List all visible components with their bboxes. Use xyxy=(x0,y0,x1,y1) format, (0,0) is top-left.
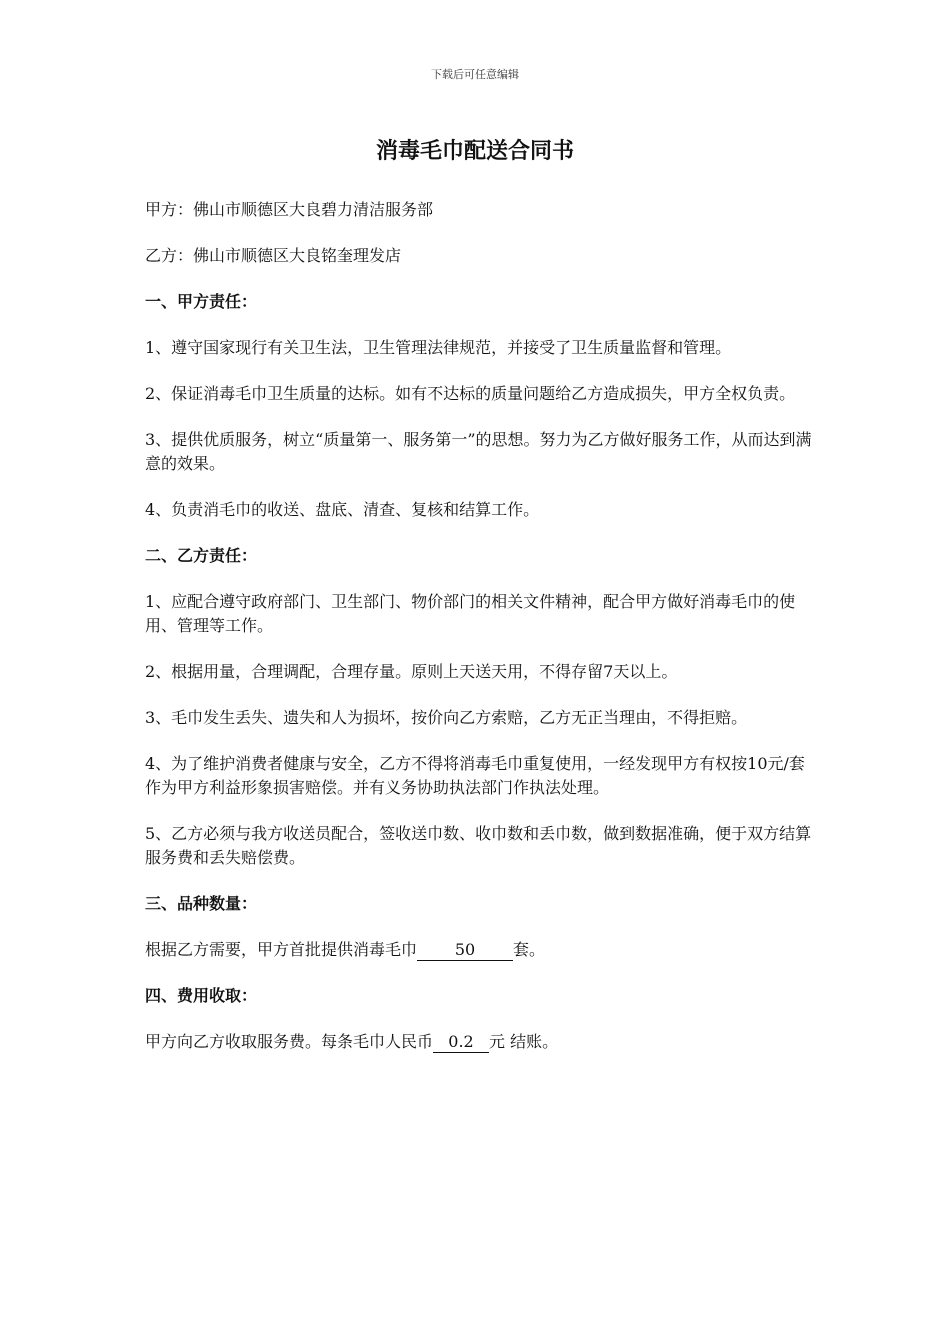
section1-heading: 一、甲方责任： xyxy=(145,292,258,311)
header-note: 下载后可任意编辑 xyxy=(431,68,519,81)
party-b: 乙方：佛山市顺德区大良铭奎理发店 xyxy=(145,246,402,265)
section2-item-1: 1、应配合遵守政府部门、卫生部门、物价部门的相关文件精神，配合甲方做好消毒毛巾的使用、管理等工作。 xyxy=(145,592,796,635)
section1-item-1: 1、遵守国家现行有关卫生法，卫生管理法律规范，并接受了卫生质量监督和管理。 xyxy=(145,338,732,357)
document-title: 消毒毛巾配送合同书 xyxy=(375,139,574,164)
quantity-blank: 50 xyxy=(417,940,513,961)
section4-heading: 四、费用收取： xyxy=(145,986,258,1005)
section4-text-before: 甲方向乙方收取服务费。每条毛巾人民币 xyxy=(145,1032,434,1051)
section4-text xyxy=(145,1030,817,1054)
section1-item-4: 4、负责消毛巾的收送、盘底、清查、复核和结算工作。 xyxy=(145,500,540,519)
party-a: 甲方：佛山市顺德区大良碧力清洁服务部 xyxy=(145,200,434,219)
document-body xyxy=(145,198,817,1076)
section3-text-after: 套。 xyxy=(513,940,546,959)
section2-heading: 二、乙方责任： xyxy=(145,546,258,565)
section3-text xyxy=(145,938,817,962)
section2-item-5: 5、乙方必须与我方收送员配合，签收送巾数、收巾数和丢巾数，做到数据准确，便于双方结算服务费和丢失赔偿费。 xyxy=(145,824,812,867)
section3-heading: 三、品种数量： xyxy=(145,894,258,913)
section3-text-before: 根据乙方需要，甲方首批提供消毒毛巾 xyxy=(145,940,418,959)
section1-item-3: 3、提供优质服务，树立“质量第一、服务第一”的思想。努力为乙方做好服务工作，从而达到满意的效果。 xyxy=(145,430,812,473)
section1-item-2: 2、保证消毒毛巾卫生质量的达标。如有不达标的质量问题给乙方造成损失，甲方全权负责。 xyxy=(145,384,796,403)
section2-item-2: 2、根据用量，合理调配，合理存量。原则上天送天用，不得存留7天以上。 xyxy=(145,662,678,681)
section2-item-3: 3、毛巾发生丢失、遗失和人为损坏，按价向乙方索赔，乙方无正当理由，不得拒赔。 xyxy=(145,708,748,727)
section2-item-4: 4、为了维护消费者健康与安全，乙方不得将消毒毛巾重复使用，一经发现甲方有权按10元/套作为甲方利益形象损害赔偿。并有义务协助执法部门作执法处理。 xyxy=(145,754,805,797)
price-blank: 0.2 xyxy=(433,1032,489,1053)
section4-text-after: 元 结账。 xyxy=(489,1032,559,1051)
